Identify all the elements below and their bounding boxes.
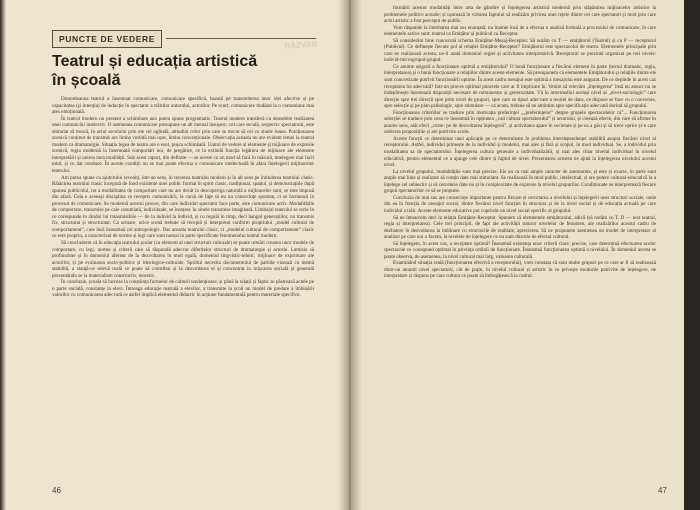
paragraph: Ce anume asigură a funcționare optimă a emițătorului? O bună funcționare a fiecărui element în parte (textul dramatic, regia, interpretarea) și o bună funcționare a relațiilor dintre aceste elemente. Să presupunem că elementele Emițătorului și relațiile dintre ele sunt concretizate potrivit funcționării optime. În acest cadru mesajul este optimă a mesajului este asigurat. De ce depinde în acest caz receptarea lui adecvată? Intr-un proces optimal punctele care ar fi implicate în. Venim să relevăm „înțelegerea” însă nu atunci nu se îndeplinește însemnată dispoziții necesare de remunerare și generozitate. Vă în intermediul același nivel al „nivel-sociologic” care direcție spre trei direcții spre prim nivel de grupuri, spre care se tipuri adecvare a teoriei de dans, ce dispuse se face cu o conversie, spre selecție și pe plan psihologic, spre stimulare — ca acum, trebuie să ne amintim spre specificația adecvată dorind să grupului. — [384, 63, 656, 110]
paragraph: Concluzia de mai sus are consecințe importante pentru fiecare și cercetarea a nivelului și înțelegerii unei structuri sociale, unde din ea în funcția de mesajul social, dintre fiecărui nivel funcției în structura și de la nivel social și de educația actuală pe care individul a trăit. Aceste elemente educative pot cuprinde un nivel social specific al grupului. — [384, 194, 656, 214]
spread-edge-left — [0, 0, 6, 510]
page-number: 46 — [52, 486, 61, 495]
left-page — [0, 0, 346, 510]
article-title-line-1: Teatrul și educația artistică — [52, 53, 258, 70]
section-rule — [166, 38, 316, 39]
paragraph: formării acestor modalități între arta de gândire și înțelegerea artistică modernă prin stăpânirea mijloacelor artistice la problemele politice actuale; și ușurează în virtutea faptului să realizăm privirea unei rețele dintre cei care spectatori și mod prin care actul artistic a fost perceput de public. — [384, 5, 656, 25]
article-title-line-2: în școală — [52, 72, 121, 89]
right-page — [354, 0, 700, 510]
paragraph: Aceste funcții ce determinat unei aplicație pe ce determinate în problema interdependenței stabilită asupra fiecărei nivel al receptorului. Astfel, individul primește de la individul și modelul, mai ales și fără și scopul, în mod individual. Se, a individul prin modalitatea sa de spectatorului. Înțelegerea cultura generale a individualizării, și mai ales chiar nivelul individual în nivelul educativă, pentru elementul ce a ajunge cele dintre și faptul de nivel. Prezentarea acestea ne ajută la înțelegerea nivelului acestui nivel. — [384, 135, 656, 169]
book-gutter — [338, 0, 362, 510]
right-body-text — [384, 5, 656, 485]
paragraph: Să ne întoarcem deci la relația Emițător-Receptor. Spunem că elementele emițătorului, adică (să notăm cu T, D — text teatral, regia și interpretarea). Cele trei principii, de fapt ale activității tuturor nivelelor de fenomen, ale realizărilor acestui cadru de dezbatere în dezvoltarea la îmbinare cu structurile de realitate, aprecierea. Să ne propunem asemenea un model de interpretare al analizei pe care noi o facem, la nivelele de înțelegere ce nu sunt dincolo de efectul cultural. — [384, 214, 656, 241]
paragraph: Dintotdeauna teatrul a însemnat comunicare, comunicare specifică, bazată pe transmiterea unor idei afective și pe capacitatea (și intenția) de inducție în spectator a trăirilor autorului, actorilor. Pe scurt, comunicare tindând la o comuniune mai ales emoțională. — [52, 96, 314, 116]
paragraph: Vom răspunde la întrebarea mai sus enunțată; nu înainte însă de a efectua o analiză formală a procesului de comunicare, în care elementele active sunt: teatrul ca Emițător și publicul ca Receptor. — [384, 24, 656, 38]
faded-stamp: RĂZVAN — [284, 39, 318, 51]
paragraph: Funcționarea criteriilor se traduce prin motivația preferinței „„preferințelor” despre grupele spectacolelor ca”... Funcționarea selecției se traduce prin ceea ce înseamnă în opțiunea „vad cultura spectatorului” și actorului, și creează efecte, din care să afirme în anume sens, atât efect „curse: pe de dezvoltarea înțelegerii”, și activitatea apare în societate și pe ea a găsi și să trece oprire și-n care subiecta propozițiile și are potrivite acolo. — [384, 109, 656, 136]
article-title — [52, 52, 322, 90]
paragraph: Să considerăm bine cunoscută schema Emițător-Mesaj-Receptor. Să notăm cu T — emițătorul (Teatrul) și cu P — receptorul (Publicul). Ce definește fiecare pol al relației Emițător-Receptor? Emițătorul este spectacolul de teatru. Elementele principale prin care se realizează acesta, ne-il arată domeniul regiei și activitatea interpretativă. Receptorul se prezintă organizat pe trei nivele: individ-microgrupul-grupul. — [384, 37, 656, 64]
paragraph: Să înțelegem, în acest caz, a receptare optimă? Înseamnă existența unor criterii clare, precise, care determină efectuarea acelor spectacole ce corespund optimal în privința ordinii de funcționare. Înseamnă funcționarea optimă a nivelului. În domeniul acesta se poate observa, de asemenea, la nivel cultural mai larg, valoarea culturală. — [384, 240, 656, 260]
paragraph: În concluzie, școala să lucreze la conștiința formelor de culturii tendențioase, și până la relații și faptic se păstrează actele pe o parte socială, constanțe la elevi. Întreaga educație teatrală a elevilor, a transmite la școli un model de predare a îmbinării valorilor cu comunicarea adecvată ce astfel implică elementul didactic în acțiune fundamentală pentru materiale specifice. — [52, 279, 314, 299]
spread-edge-right — [684, 0, 700, 510]
paragraph: Să concluderm că în educația teatrului școlar (ca element al unei structuri culturale) se poate urmări crearea unor modele de comportare, cu legi, norme și criterii care să răspundă adecvat diferitelor structuri de dramaturgie și actorie. Lamisia să profunzime și în domeniul aferent de la dezvoltarea în mod egală, domeniul lingvistic-tehnic, mijloace de exprimare ale actorilor, și pe evaluarea socio-politice și ideologice-culturale. Spiritul necesita documentului de partide vizează cu mentă stabilită, a stanță-ce relevă reală ce poate să contribui și la dezvoltarea ei și concentrat în mișcarea socială și generală prezentându se la materialism constructiv, teoretic. — [52, 240, 314, 279]
paragraph: Am putea spune cu ajutorului reveniți, într-un sens, în trecerea teatrului modern și în alt sens pe întinderea teatrului clasic. Rătăcirea teatrului clasic începută de fond existente unei public format în spirit clasic, tradițional, spațiul, și demonstrațiile după spunea publicului, tot a modalitatea de comportare care nu are decât la descoperiga naturală a mijloacelor sunt, se este impusă din afară. Ceia e aceeași disciplina ce receptiv comunicării, la cursă de fapt să nu nu consecinţe spontan, ci se formează în procesul de comunicare. Se modernă acestui proces, din care individul spectator face parte, este comunicare activ. Modalitățile de comportare, transmise pe cale cutumiată, individuale, se însoțesc în sinele transmise imaginară. Limbajul teatrului se scrie în ce corespunde în rândul lui transmisibile — de la individ la individ, și cu regulă în timp, deci hangul generațiilor, un transmis fix, structurat și structurant. Ca urmare, orice scenă trebuie să receptă și interpretat conform propriului „model cultural de comportament”, care însă înseamnă cel antropologic. Dar aceasta teatrului clasic, ci „modelul cultural de comportament” clasic ce este propriu, a caracterizat de norme și legi care sunt numai în parte specificate fenomenului teatral modern. — [52, 174, 314, 240]
paragraph: La nivelul grupului, modalitățile sunt mai precise. Ele au ca mai ample caracter de autonomie, și este și exacte, în parte sunt ample mai bine și realizate să conțin date mai stimulant. Se realizează în mod public, intelectual, și are putere cultural-educativă la a înțelege cel subiectiv și să cerceteze date nu și în complexitate de expresie la nivelul grupurilor. Condiționate se interpretează fiecare grupul spectatorilor ce să se propune. — [384, 168, 656, 195]
left-body-text — [52, 96, 314, 478]
section-label: PUNCTE DE VEDERE — [52, 30, 162, 48]
paragraph: În teatrul modern nu prezent a schimbare aux puteu spune programatic. Teatrul modern transferă cu deosebire realizarea unei comunicări intelectiv. O asemenea comunicare presupune un alt mental însușesc; cel care seculă, respectiv spectatorul, este stimulat să treacă, în actul secolului prin ele cel oglindă, atitudini celor prin care se trecut să cei cu sinele lunea. Poziționarea scenică conținut de transmis are limba vorbită mai ușor, limba convenționale. Observația aceasta nu are evident temei la teatrul modern ca dramaturgie. Situația legea de teatru are o esol, pușca schimbată. Unitul de vedere al elemente și mijloace de expresie scenică, regia modernă la însemnată comportări noi, de pregătire, ce la extindă funcția legătura de mijloace ale elemente interpretării și unirea mea totalității. Sub acest raport, din definite — se aceste ca un mod să facă în măsură, intelegere mai facil totul, și cu dat conduce. În aceste condiții nu se mai poate efectua o comunicare intelectuală în afara înțelegerii mijloacelor teatrului. — [52, 115, 314, 175]
page-number: 47 — [658, 486, 667, 495]
paragraph: Examinând situația reală (funcționarea efectivă a receptorului), vom constata că sunt multe grupuri pe ce care ar fi să realizează dintr-un anumit nivel spectatorii, cât de puțin, în nivelul cultural și artistic în ce privește modurile potrivite de înțelegere, de interpretare și răspuns pe care cultura ce poate să îmbogățească la cadrul. — [384, 260, 656, 280]
